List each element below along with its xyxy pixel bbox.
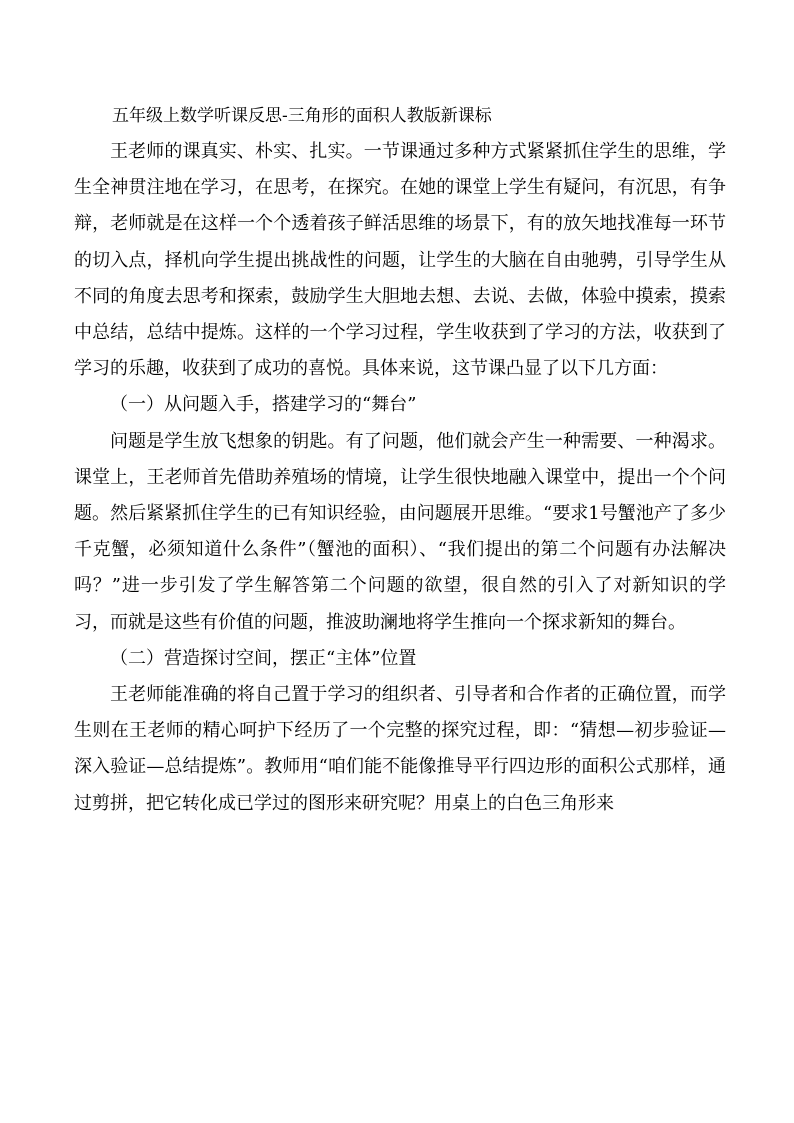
section-heading-1: （一）从问题入手，搭建学习的“舞台”	[110, 394, 417, 416]
section-heading-2: （二）营造探讨空间，摆正“主体”位置	[110, 647, 417, 669]
paragraph-exploration: 王老师能准确的将自己置于学习的组织者、引导者和合作者的正确位置，而学生则在王老师的精心呵护下经历了一个完整的探究过程，即：“猜想—初步验证—深入验证—总结提炼”。教师用“咱们能不能像推导平行四边形的面积公式那样，通过剪拼，把它转化成已学过的图形来研究呢？用桌上的白色三角形来	[74, 684, 726, 814]
paragraph-intro: 王老师的课真实、朴实、扎实。一节课通过多种方式紧紧抓住学生的思维，学生全神贯注地在学习，在思考，在探究。在她的课堂上学生有疑问，有沉思，有争辩，老师就是在这样一个个透着孩子鲜活思维的场景下，有的放矢地找准每一环节的切入点，择机向学生提出挑战性的问题，让学生的大脑在自由驰骋，引导学生从不同的角度去思考和探索，鼓励学生大胆地去想、去说、去做，体验中摸索，摸索中总结，总结中提炼。这样的一个学习过程，学生收获到了学习的方法，收获到了学习的乐趣，收获到了成功的喜悦。具体来说，这节课凸显了以下几方面：	[74, 141, 726, 380]
document-title: 五年级上数学听课反思-三角形的面积人教版新课标	[112, 106, 492, 126]
paragraph-questions: 问题是学生放飞想象的钥匙。有了问题，他们就会产生一种需要、一种渴求。课堂上，王老师首先借助养殖场的情境，让学生很快地融入课堂中，提出一个个问题。然后紧紧抓住学生的已有知识经验，由问题展开思维。“要求1号蟹池产了多少千克蟹，必须知道什么条件”（蟹池的面积）、“我们提出的第二个问题有办法解决吗？”进一步引发了学生解答第二个问题的欲望，很自然的引入了对新知识的学习，而就是这些有价值的问题，推波助澜地将学生推向一个探求新知的舞台。	[74, 430, 726, 633]
